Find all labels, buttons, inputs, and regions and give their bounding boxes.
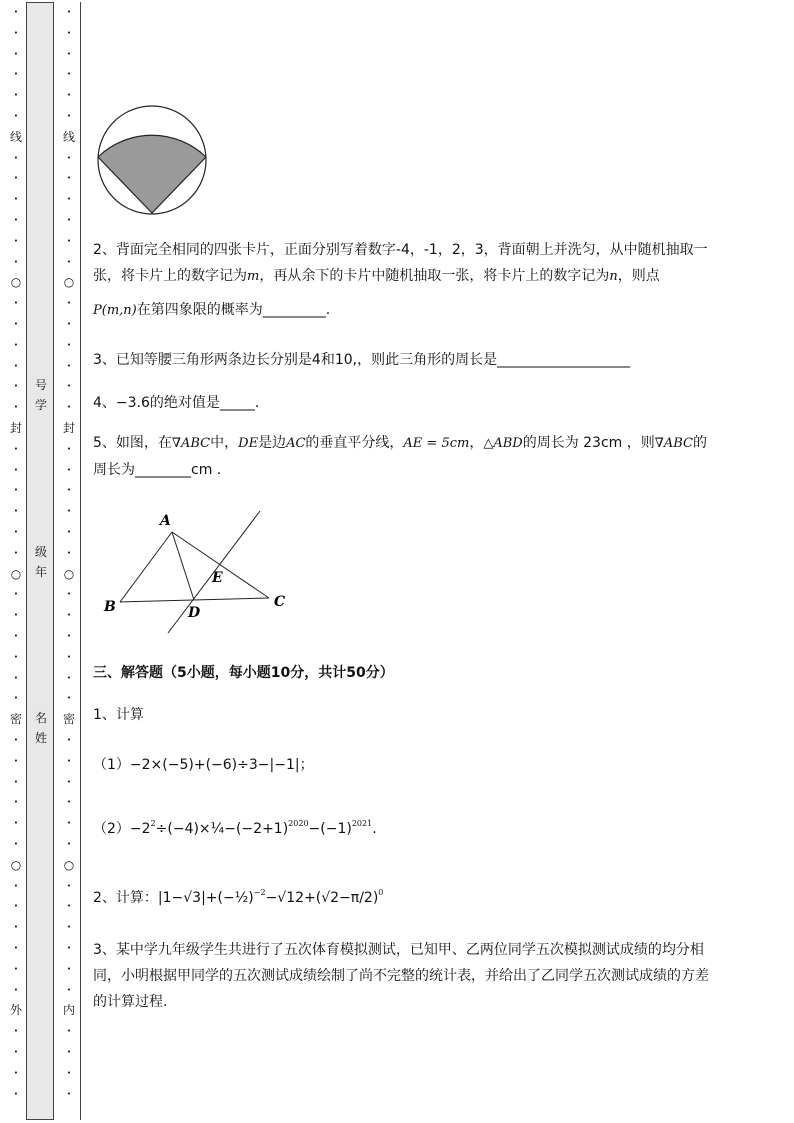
binding-dot: • [66,320,72,328]
binding-dot: • [13,486,19,495]
q5-line1: 5、如图，在∇ABC中，DE是边AC的垂直平分线，AE = 5cm，△ABD的周长为 23cm ，则∇ABC的 [93,435,707,451]
label-b: B [104,599,116,615]
binding-dot: • [13,1089,19,1098]
binding-dot: • [66,28,72,37]
binding-dot: • [66,652,72,661]
segment-ab [120,532,172,602]
binding-dot: • [66,819,72,828]
binding-mark: ○ [10,566,22,581]
q4-text: 4、−3.6的绝对值是_____. [93,395,260,411]
binding-dot: • [13,70,19,79]
binding-dot: • [13,195,19,204]
binding-dot: • [66,1048,72,1056]
binding-dot: • [13,985,19,994]
binding-dot: • [66,257,72,266]
binding-dot: • [66,590,72,599]
binding-dot: • [66,299,72,308]
binding-mark: 密 [63,712,76,727]
binding-dot: • [13,756,19,765]
binding-dot: • [66,403,72,412]
s1-part1: （1）−2×(−5)+(−6)÷3−|−1|； [93,757,314,773]
binding-mark: 封 [63,421,76,435]
binding-dot: • [66,444,72,453]
binding-mark: ○ [10,275,22,290]
binding-dot: • [66,840,72,848]
binding-dot: • [13,548,19,557]
binding-dot: • [13,340,19,349]
binding-dot: • [13,881,19,890]
binding-dot: • [13,632,19,640]
binding-dot: • [66,1027,72,1036]
binding-dot: • [13,590,19,599]
binding-dot: • [66,944,72,952]
binding-dot: • [66,216,72,224]
s2-text: 2、计算：$|1-√3|+(-\frac{1}{2})^{-2}-√12+(√2-\pi/2)^0$ [93,888,384,906]
triangle-figure [98,505,298,640]
binding-dot: • [66,964,72,973]
binding-dot: • [13,819,19,828]
label-e: E [212,570,223,586]
binding-dot: • [66,70,72,79]
binding-dot: • [13,112,19,120]
binding-dot: • [13,236,19,245]
binding-dot: • [66,673,72,682]
binding-dot: • [66,777,72,786]
binding-dot: • [13,257,19,266]
binding-dot: • [66,923,72,932]
binding-dot: • [13,694,19,703]
student-number-label: 号学 [34,378,47,412]
binding-dot: • [13,840,19,848]
binding-mark: 内 [63,1003,76,1018]
binding-dot: • [13,652,19,661]
binding-dot: • [66,465,72,474]
binding-mark: 线 [10,129,23,144]
binding-dot: • [13,403,19,412]
binding-dot: • [13,507,19,516]
binding-mark: ○ [63,275,75,290]
binding-dot: • [13,28,19,37]
binding-dot: • [13,1048,19,1056]
binding-dot: • [13,382,19,391]
binding-dot: • [66,236,72,245]
s3-line2: 同，小明根据甲同学的五次测试成绩绘制了尚不完整的统计表，并给出了乙同学五次测试成绩的方差 [93,968,709,984]
binding-dot: • [13,673,19,682]
s1-title: 1、计算 [93,707,144,723]
binding-dot: • [66,153,72,162]
binding-dot: • [13,902,19,911]
binding-dot: • [13,91,19,100]
binding-dot: • [66,49,72,58]
segment-ad [172,532,194,600]
s3-line3: 的计算过程. [93,994,168,1010]
binding-mark: 密 [10,712,23,727]
binding-dot: • [66,694,72,703]
binding-dot: • [13,923,19,932]
binding-dot: • [66,528,72,536]
binding-dot: • [13,444,19,453]
binding-dot: • [66,736,72,744]
label-a: A [160,513,171,529]
binding-mark: 线 [63,129,76,144]
binding-dot: • [13,777,19,786]
binding-dot: • [13,944,19,952]
binding-dot: • [66,902,72,911]
binding-dot: • [66,361,72,370]
q5-line2: 周长为________cm . [93,462,222,478]
s3-line1: 3、某中学九年级学生共进行了五次体育模拟测试，已知甲、乙两位同学五次模拟测试成绩的均分相 [93,942,704,958]
q3-text: 3、已知等腰三角形两条边长分别是4和10,，则此三角形的周长是___________________ [93,352,631,368]
binding-mark: ○ [63,566,75,581]
binding-dot: • [13,8,19,16]
binding-dot: • [66,611,72,620]
binding-dot: • [13,299,19,308]
label-c: C [274,594,286,610]
q2-line2: 张，将卡片上的数字记为m，再从余下的卡片中随机抽取一张，将卡片上的数字记为n，则点 [93,268,660,284]
binding-dot: • [66,195,72,204]
binding-mark: ○ [10,857,22,872]
binding-mark: 外 [10,1003,23,1018]
binding-dot: • [66,507,72,516]
binding-dot: • [66,548,72,557]
binding-dot: • [66,1068,72,1077]
binding-dot: • [13,798,19,807]
binding-dot: • [13,465,19,474]
binding-dot: • [66,632,72,640]
binding-dot: • [13,528,19,536]
label-d: D [188,605,201,621]
binding-dot: • [66,486,72,495]
binding-dot: • [13,361,19,370]
binding-dot: • [66,174,72,183]
binding-dot: • [66,91,72,100]
binding-dot: • [66,881,72,890]
binding-mark: 封 [10,421,23,435]
binding-border-line [80,2,81,1120]
binding-dot: • [13,216,19,224]
binding-dot: • [66,798,72,807]
section-3-title: 三、解答题（5小题，每小题10分，共计50分） [93,665,394,681]
binding-dot: • [13,49,19,58]
s1-part2: $(2)-2^2\div(-4)\times\frac{1}{4}-(-2+1)^{2020}-(-1)^{2021}$. [93,819,377,837]
binding-dot: • [13,1068,19,1077]
binding-dot: • [13,736,19,744]
binding-dot: • [13,174,19,183]
binding-dot: • [13,153,19,162]
q2-line1: 2、背面完全相同的四张卡片，正面分别写着数字-4，-1，2，3，背面朝上并洗匀，从中随机抽取一 [93,242,708,258]
binding-dot: • [66,756,72,765]
binding-mark: ○ [63,857,75,872]
binding-dot: • [13,1027,19,1036]
binding-dot: • [66,8,72,16]
q2-line3: P(m,n)在第四象限的概率为_________. [93,302,331,318]
binding-dot: • [66,112,72,120]
class-label: 级年 [34,545,47,579]
segment-ac [172,532,269,598]
binding-dot: • [66,382,72,391]
binding-dot: • [13,964,19,973]
binding-dot: • [13,320,19,328]
binding-dot: • [13,611,19,620]
shaded-sector [98,135,206,213]
binding-dot: • [66,340,72,349]
binding-dot: • [66,985,72,994]
binding-dot: • [66,1089,72,1098]
name-label: 名姓 [34,711,47,745]
circle-sector-figure [94,105,212,217]
